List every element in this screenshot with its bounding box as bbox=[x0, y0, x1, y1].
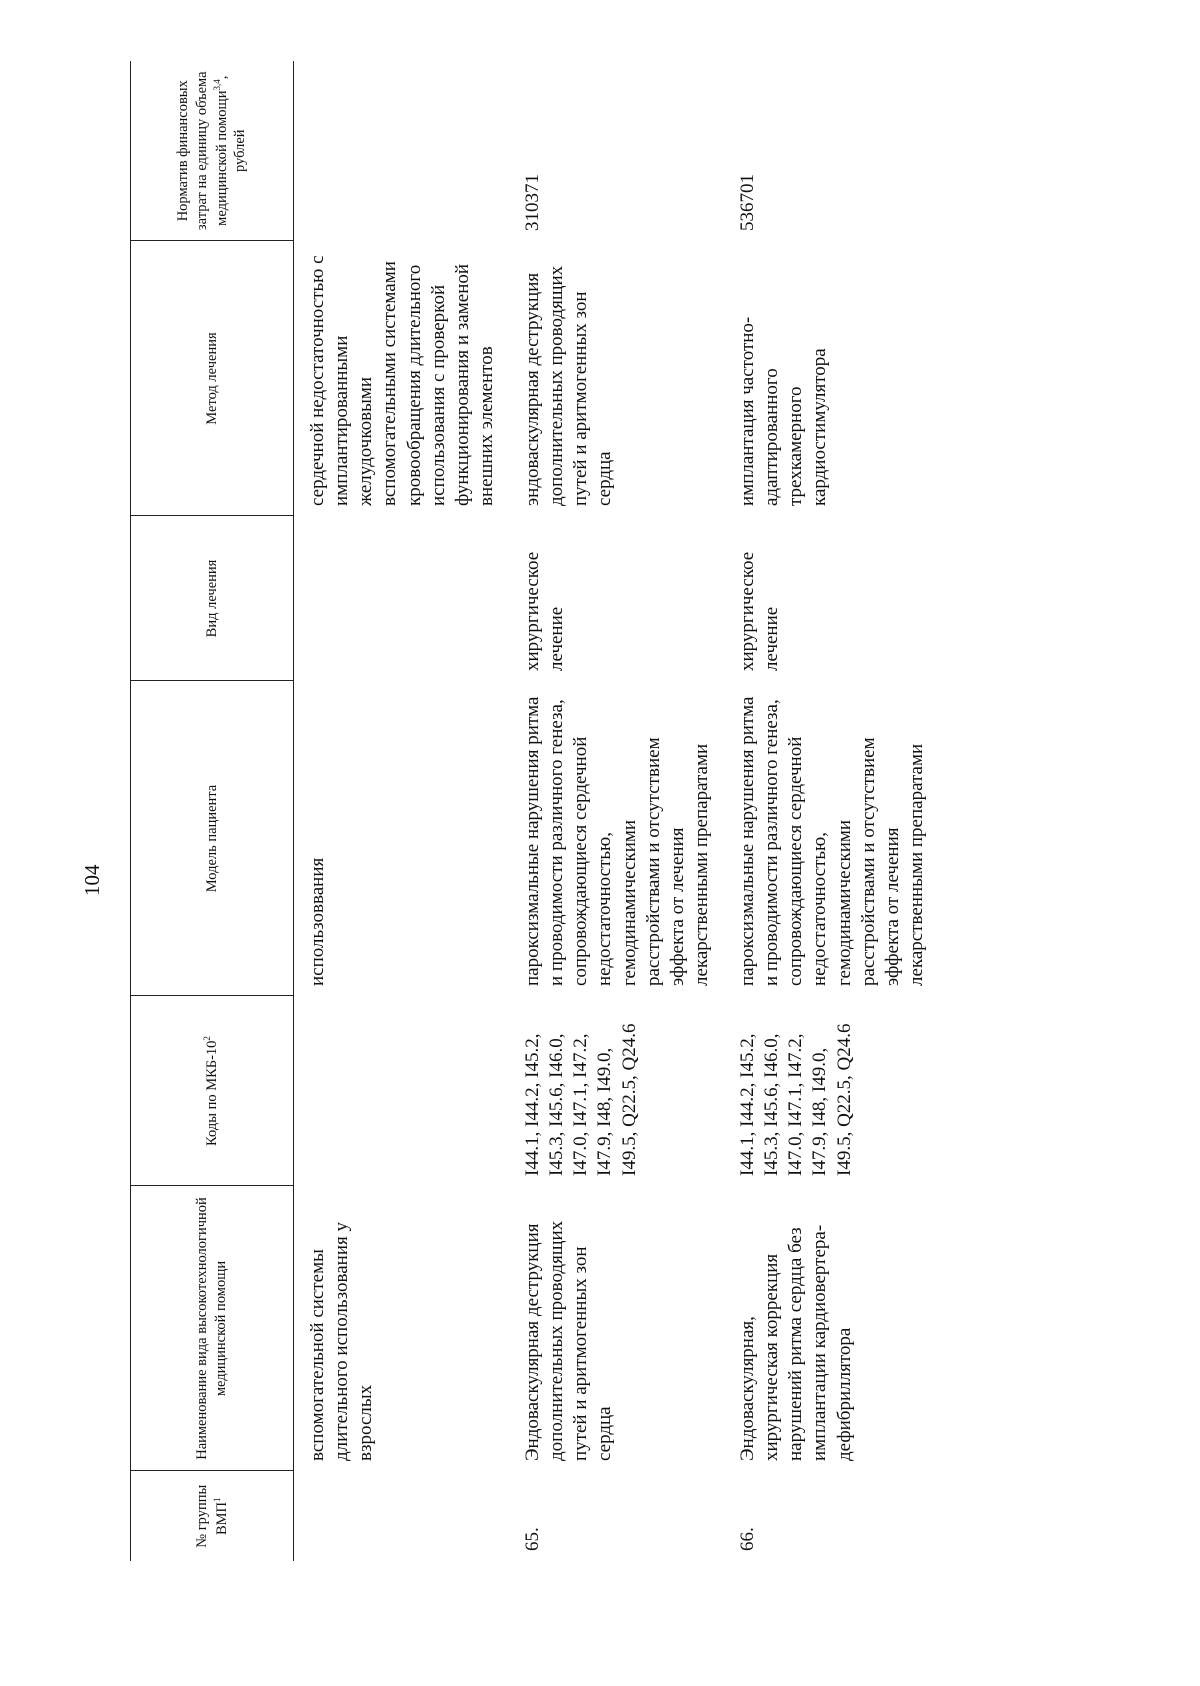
cell-name: Эндоваскулярная, хирургическая коррекция нарушений ритма сердца без имплантации кардиовертера-дефибриллятора bbox=[737, 1224, 855, 1461]
cell-number bbox=[294, 1471, 500, 1561]
cell-name: вспомогательной системы длительного использования у взрослых bbox=[307, 1222, 377, 1461]
cell-model: пароксизмальные нарушения ритма и проводимости различного генеза, сопровождающиеся сердечной недостаточностью, гемодинамическими расстройствами и отсутствием эффекта от лечения лекарственными препаратами bbox=[737, 696, 927, 986]
cell-codes bbox=[294, 996, 500, 1186]
table-row bbox=[714, 61, 929, 1561]
table-row bbox=[294, 61, 500, 1561]
header-patient-model: Модель пациента bbox=[131, 681, 294, 996]
table-row bbox=[499, 61, 714, 1561]
cell-cost: 310371 bbox=[522, 174, 543, 231]
table-header-row bbox=[131, 61, 294, 1561]
cell-model: пароксизмальные нарушения ритма и проводимости различного генеза, сопровождающиеся сердечной недостаточностью, гемодинамическими расстройствами и отсутствием эффекта от лечения лекарственными препаратами bbox=[522, 696, 712, 986]
cell-method: эндоваскулярная деструкция дополнительных проводящих путей и аритмогенных зон сердца bbox=[522, 265, 616, 506]
header-icd-codes: Коды по МКБ-$10^2$ bbox=[131, 996, 294, 1186]
page-number: 104 bbox=[80, 864, 104, 896]
header-vmp-name: Наименование вида высокотехнологичной медицинской помощи bbox=[131, 1186, 294, 1471]
cell-name: Эндоваскулярная деструкция дополнительных проводящих путей и аритмогенных зон сердца bbox=[522, 1220, 616, 1461]
cell-model: использоввания bbox=[307, 857, 328, 986]
cell-number: 66. bbox=[737, 1527, 758, 1551]
cell-codes: I44.1, I44.2, I45.2, I45.3, I45.6, I46.0, I47.0, I47.1, I47.2, I47.9, I48, I49.0, I49.5, Q22.5, Q24.6 bbox=[522, 1023, 640, 1176]
cell-treatment-type: хирургическое лечение bbox=[737, 551, 783, 671]
header-cost-norm: Норматив финансовых затрат на единицу объема медицинской помощи$^{3,4}$, рублей bbox=[131, 61, 294, 241]
cell-treatment-type bbox=[294, 516, 500, 681]
cell-method: имплантация частотно-адаптированного трехкамерного кардиостимулятора bbox=[737, 316, 831, 506]
cell-method: сердечной недостаточностью с имплантированными желудочковыми вспомогательными системами кровообращения длительного использования с проверкой функционирования и заменой внешних элементов bbox=[307, 255, 497, 506]
cell-treatment-type: хирургическое лечение bbox=[522, 551, 568, 671]
vmp-table bbox=[130, 61, 929, 1561]
cell-cost: 536701 bbox=[737, 174, 758, 231]
header-treatment-method: Метод лечения bbox=[131, 241, 294, 516]
cell-codes: I44.1, I44.2, I45.2, I45.3, I45.6, I46.0, I47.0, I47.1, I47.2, I47.9, I48, I49.0, I49.5, Q22.5, Q24.6 bbox=[737, 1023, 855, 1176]
cell-number: 65. bbox=[522, 1527, 543, 1551]
cell-cost bbox=[294, 61, 500, 241]
header-group-number: № группы ВМП$^1$ bbox=[131, 1471, 294, 1561]
header-treatment-type: Вид лечения bbox=[131, 516, 294, 681]
